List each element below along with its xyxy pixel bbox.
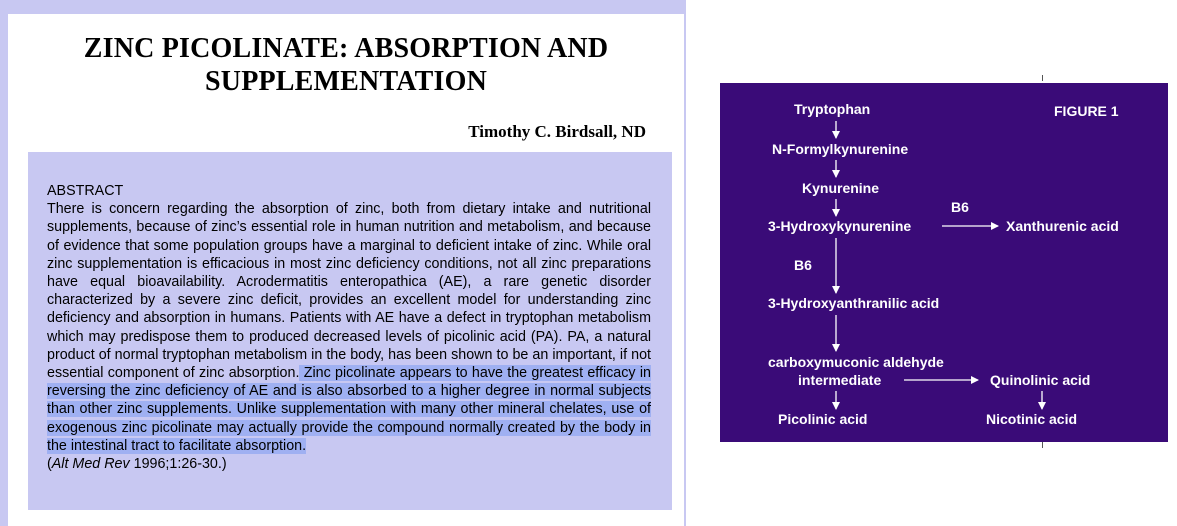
node-xanthurenic-acid: Xanthurenic acid [1006, 218, 1119, 234]
label-b6-left: B6 [794, 257, 812, 273]
node-picolinic-acid: Picolinic acid [778, 411, 868, 427]
node-n-formylkynurenine: N-Formylkynurenine [772, 141, 909, 157]
label-b6-top: B6 [951, 199, 969, 215]
citation [47, 455, 651, 473]
node-3-hydroxykynurenine: 3-Hydroxykynurenine [768, 218, 912, 234]
abstract-text [47, 200, 651, 455]
abstract-highlighted[interactable]: Zinc picolinate appears to have the greatest efficacy in reversing the zinc deficiency of AE and is also absorbed to a higher degree in normal subjects than other zinc supplements. Unlike supplementation with many other mineral chelates, use of exogenous zinc picolinate may actually provide the compound normally created by the body in the intestinal tract to facilitate absorption. [47, 365, 651, 454]
citation-open: ( [47, 456, 52, 473]
paper-page [8, 14, 684, 526]
node-quinolinic-acid: Quinolinic acid [990, 372, 1091, 388]
node-tryptophan: Tryptophan [794, 101, 871, 117]
title-line-1: ZINC PICOLINATE: ABSORPTION AND [83, 33, 609, 64]
paper-title [8, 32, 684, 98]
pathway-diagram [720, 83, 1168, 442]
abstract-heading: ABSTRACT [47, 183, 124, 199]
abstract-box [28, 152, 672, 510]
abstract-plain: There is concern regarding the absorption of zinc, both from dietary intake and nutritional supplements, because of zinc’s essential role in human nutrition and metabolism, and because of evidence that some population groups have a marginal to deficient intake of zinc. While oral zinc supplementation is efficacious in most zinc deficiency conditions, not all zinc preparations have equal bioavailability. Acrodermatitis enteropathica (AE), a rare genetic disorder characterized by a severe zinc deficit, provides an excellent model for understanding zinc deficiency and absorption in humans. Patients with AE have a defect in tryptophan metabolism which may predispose them to produced decreased levels of picolinic acid (PA). PA, a natural product of normal tryptophan metabolism in the body, has been shown to be an important, if not essential component of zinc absorption. [47, 201, 651, 382]
citation-rest: 1996;1:26-30.) [129, 456, 227, 473]
crop-mark-bottom [1042, 442, 1043, 448]
citation-journal: Alt Med Rev [51, 456, 130, 473]
node-nicotinic-acid: Nicotinic acid [986, 411, 1078, 427]
figure-1 [720, 83, 1168, 442]
crop-mark-top [1042, 75, 1043, 81]
author: Timothy C. Birdsall, ND [468, 122, 646, 141]
title-line-2: SUPPLEMENTATION [205, 66, 487, 97]
abstract-body [47, 182, 651, 473]
node-kynurenine: Kynurenine [802, 180, 880, 196]
node-carboxymuconic-line2: intermediate [798, 372, 882, 388]
node-carboxymuconic-line1: carboxymuconic aldehyde [768, 354, 944, 370]
node-3-hydroxyanthranilic-acid: 3-Hydroxyanthranilic acid [768, 295, 940, 311]
figure-label: FIGURE 1 [1054, 103, 1119, 119]
